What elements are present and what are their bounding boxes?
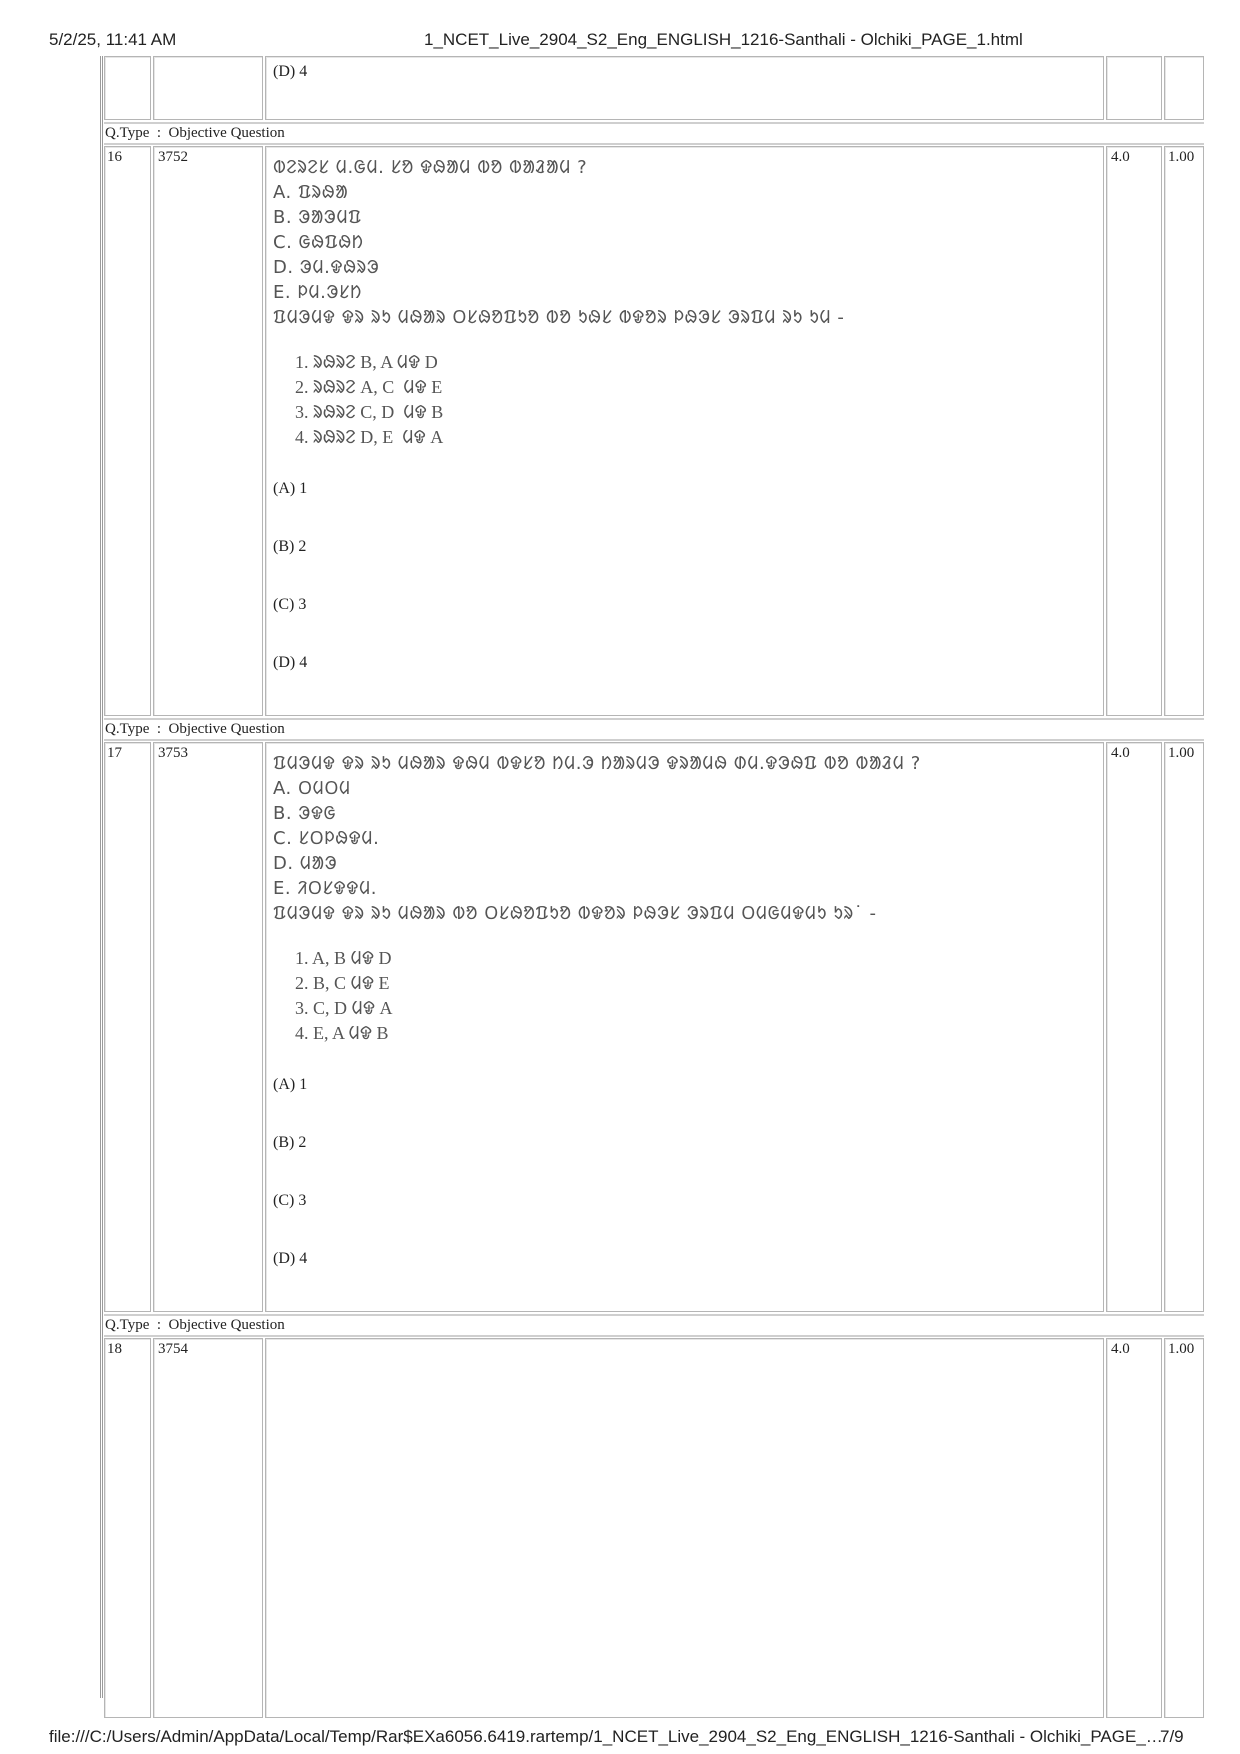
- marks-value: 4.0: [1111, 149, 1130, 165]
- item-e: E. ᱞᱢ.ᱳᱥᱴ: [273, 282, 362, 303]
- question-id: 3752: [158, 149, 188, 165]
- question-body-17: [265, 742, 1104, 1312]
- question-body-16: [265, 146, 1104, 716]
- table-left-border-inner: [102, 56, 103, 1698]
- item-e: E. ᱤᱛᱥᱫᱫᱢ.: [273, 878, 377, 899]
- instruction: ᱯᱢᱳᱢᱫ ᱫᱨ ᱨᱩ ᱢᱷᱟᱨ ᱛᱥᱷᱚᱯᱩᱚ ᱵᱚ ᱩᱷᱥ ᱵᱫᱚᱨ ᱞᱷᱳᱥ ᱳᱨᱯᱢ ᱨᱩ ᱩᱢ -: [273, 307, 845, 328]
- question-number: 16: [107, 149, 122, 165]
- print-page-number: 7/9: [1160, 1727, 1184, 1746]
- row-separator: [104, 122, 1204, 124]
- row-separator: [104, 143, 1204, 145]
- option-d: (D) 4: [273, 654, 308, 671]
- marks-cell-16: [1106, 146, 1162, 716]
- option-c: (C) 3: [273, 596, 307, 613]
- item-a: A. ᱯᱨᱷᱟ: [273, 182, 349, 203]
- print-file-path: file:///C:/Users/Admin/AppData/Local/Temp/Rar$EXa6056.6419.rartemp/1_NCET_Live_2904_S2_Eng_ENGLISH_1216-Santhali - Olchiki_PAGE_…: [49, 1727, 1163, 1746]
- sno-cell-18: [104, 1338, 151, 1718]
- item-a: A. ᱛᱢᱛᱢ: [273, 778, 351, 799]
- qid-cell-16: [153, 146, 263, 716]
- option-c: (C) 3: [273, 1192, 307, 1209]
- prev-neg-cell: [1164, 56, 1204, 120]
- negative-marks-cell-18: [1164, 1338, 1204, 1718]
- option-b: (B) 2: [273, 538, 307, 555]
- question-stem: ᱯᱢᱳᱢᱫ ᱫᱨ ᱨᱩ ᱢᱷᱟᱨ ᱫᱷᱢ ᱵᱫᱥᱚ ᱴᱢ.ᱳ ᱴᱟᱨᱢᱳ ᱫᱨᱟᱢᱷ ᱰᱢ.ᱫᱳᱷᱯ ᱵᱚ ᱵᱟᱲᱢ ?: [273, 753, 921, 774]
- question-body-18: [265, 1338, 1104, 1718]
- list-item: 1. A, B ᱢᱫ D: [295, 948, 392, 968]
- item-b: B. ᱳᱟᱳᱢᱯ: [273, 207, 362, 228]
- negative-marks-cell-17: [1164, 742, 1204, 1312]
- question-number: 17: [107, 745, 122, 761]
- instruction: ᱯᱢᱳᱢᱫ ᱫᱨ ᱨᱩ ᱢᱷᱟᱨ ᱵᱚ ᱛᱥᱷᱚᱯᱩᱚ ᱵᱫᱚᱨ ᱞᱷᱳᱥ ᱳᱨᱯᱢ ᱛᱢᱜᱢᱫᱢᱩ ᱩᱨ˙ -: [273, 903, 877, 924]
- question-number: 18: [107, 1341, 122, 1357]
- print-document-title: 1_NCET_Live_2904_S2_Eng_ENGLISH_1216-Santhali - Olchiki_PAGE_1.html: [424, 30, 1023, 49]
- print-datetime: 5/2/25, 11:41 AM: [49, 30, 177, 49]
- prev-qid-cell: [153, 56, 263, 120]
- marks-cell-18: [1106, 1338, 1162, 1718]
- table-left-border: [100, 56, 101, 1698]
- qtype-label-18: Q.Type : Objective Question: [105, 1317, 285, 1333]
- item-c: C. ᱥᱛᱞᱷᱫᱢ.: [273, 828, 380, 849]
- option-d: (D) 4: [273, 1250, 308, 1267]
- question-table: [100, 56, 1195, 1698]
- negative-marks-cell-16: [1164, 146, 1204, 716]
- row-separator: [104, 739, 1204, 741]
- qtype-label-16: Q.Type : Objective Question: [105, 125, 285, 141]
- negative-marks-value: 1.00: [1168, 1341, 1195, 1357]
- list-item: 4. E, A ᱢᱫ B: [295, 1023, 389, 1043]
- marks-value: 4.0: [1111, 1341, 1130, 1357]
- marks-value: 4.0: [1111, 745, 1130, 761]
- item-d: D. ᱢᱟᱳ: [273, 853, 338, 874]
- list-item: 3. ᱨᱷᱨᱮ C, D ᱢᱫ B: [295, 402, 444, 422]
- negative-marks-value: 1.00: [1168, 745, 1195, 761]
- marks-cell-17: [1106, 742, 1162, 1312]
- option-b: (B) 2: [273, 1134, 307, 1151]
- prev-marks-cell: [1106, 56, 1162, 120]
- row-separator: [104, 718, 1204, 720]
- negative-marks-value: 1.00: [1168, 149, 1195, 165]
- prev-sno-cell: [104, 56, 151, 120]
- item-b: B. ᱳᱫᱜ: [273, 803, 337, 824]
- question-id: 3754: [158, 1341, 188, 1357]
- prev-question-cell: [265, 56, 1104, 120]
- list-item: 1. ᱨᱷᱨᱮ B, A ᱢᱫ D: [295, 352, 438, 372]
- qid-cell-17: [153, 742, 263, 1312]
- question-id: 3753: [158, 745, 188, 761]
- list-item: 4. ᱨᱷᱨᱮ D, E ᱢᱫ A: [295, 427, 444, 447]
- question-stem: ᱵᱮᱨᱮᱥ ᱢ.ᱜᱢ. ᱥᱚ ᱫᱷᱟᱢ ᱵᱚ ᱵᱟᱲᱟᱢ ?: [273, 157, 588, 178]
- list-item: 2. ᱨᱷᱨᱮ A, C ᱢᱫ E: [295, 377, 443, 397]
- option-a: (A) 1: [273, 480, 308, 497]
- item-c: C. ᱜᱷᱯᱷᱴ: [273, 232, 364, 253]
- prev-option-d: (D) 4: [273, 63, 308, 80]
- row-separator: [104, 1335, 1204, 1337]
- sno-cell-16: [104, 146, 151, 716]
- row-separator: [104, 1314, 1204, 1316]
- qid-cell-18: [153, 1338, 263, 1718]
- item-d: D. ᱳᱢ.ᱫᱷᱨᱳ: [273, 257, 380, 278]
- qtype-label-17: Q.Type : Objective Question: [105, 721, 285, 737]
- list-item: 3. C, D ᱢᱫ A: [295, 998, 393, 1018]
- list-item: 2. B, C ᱢᱫ E: [295, 973, 390, 993]
- option-a: (A) 1: [273, 1076, 308, 1093]
- sno-cell-17: [104, 742, 151, 1312]
